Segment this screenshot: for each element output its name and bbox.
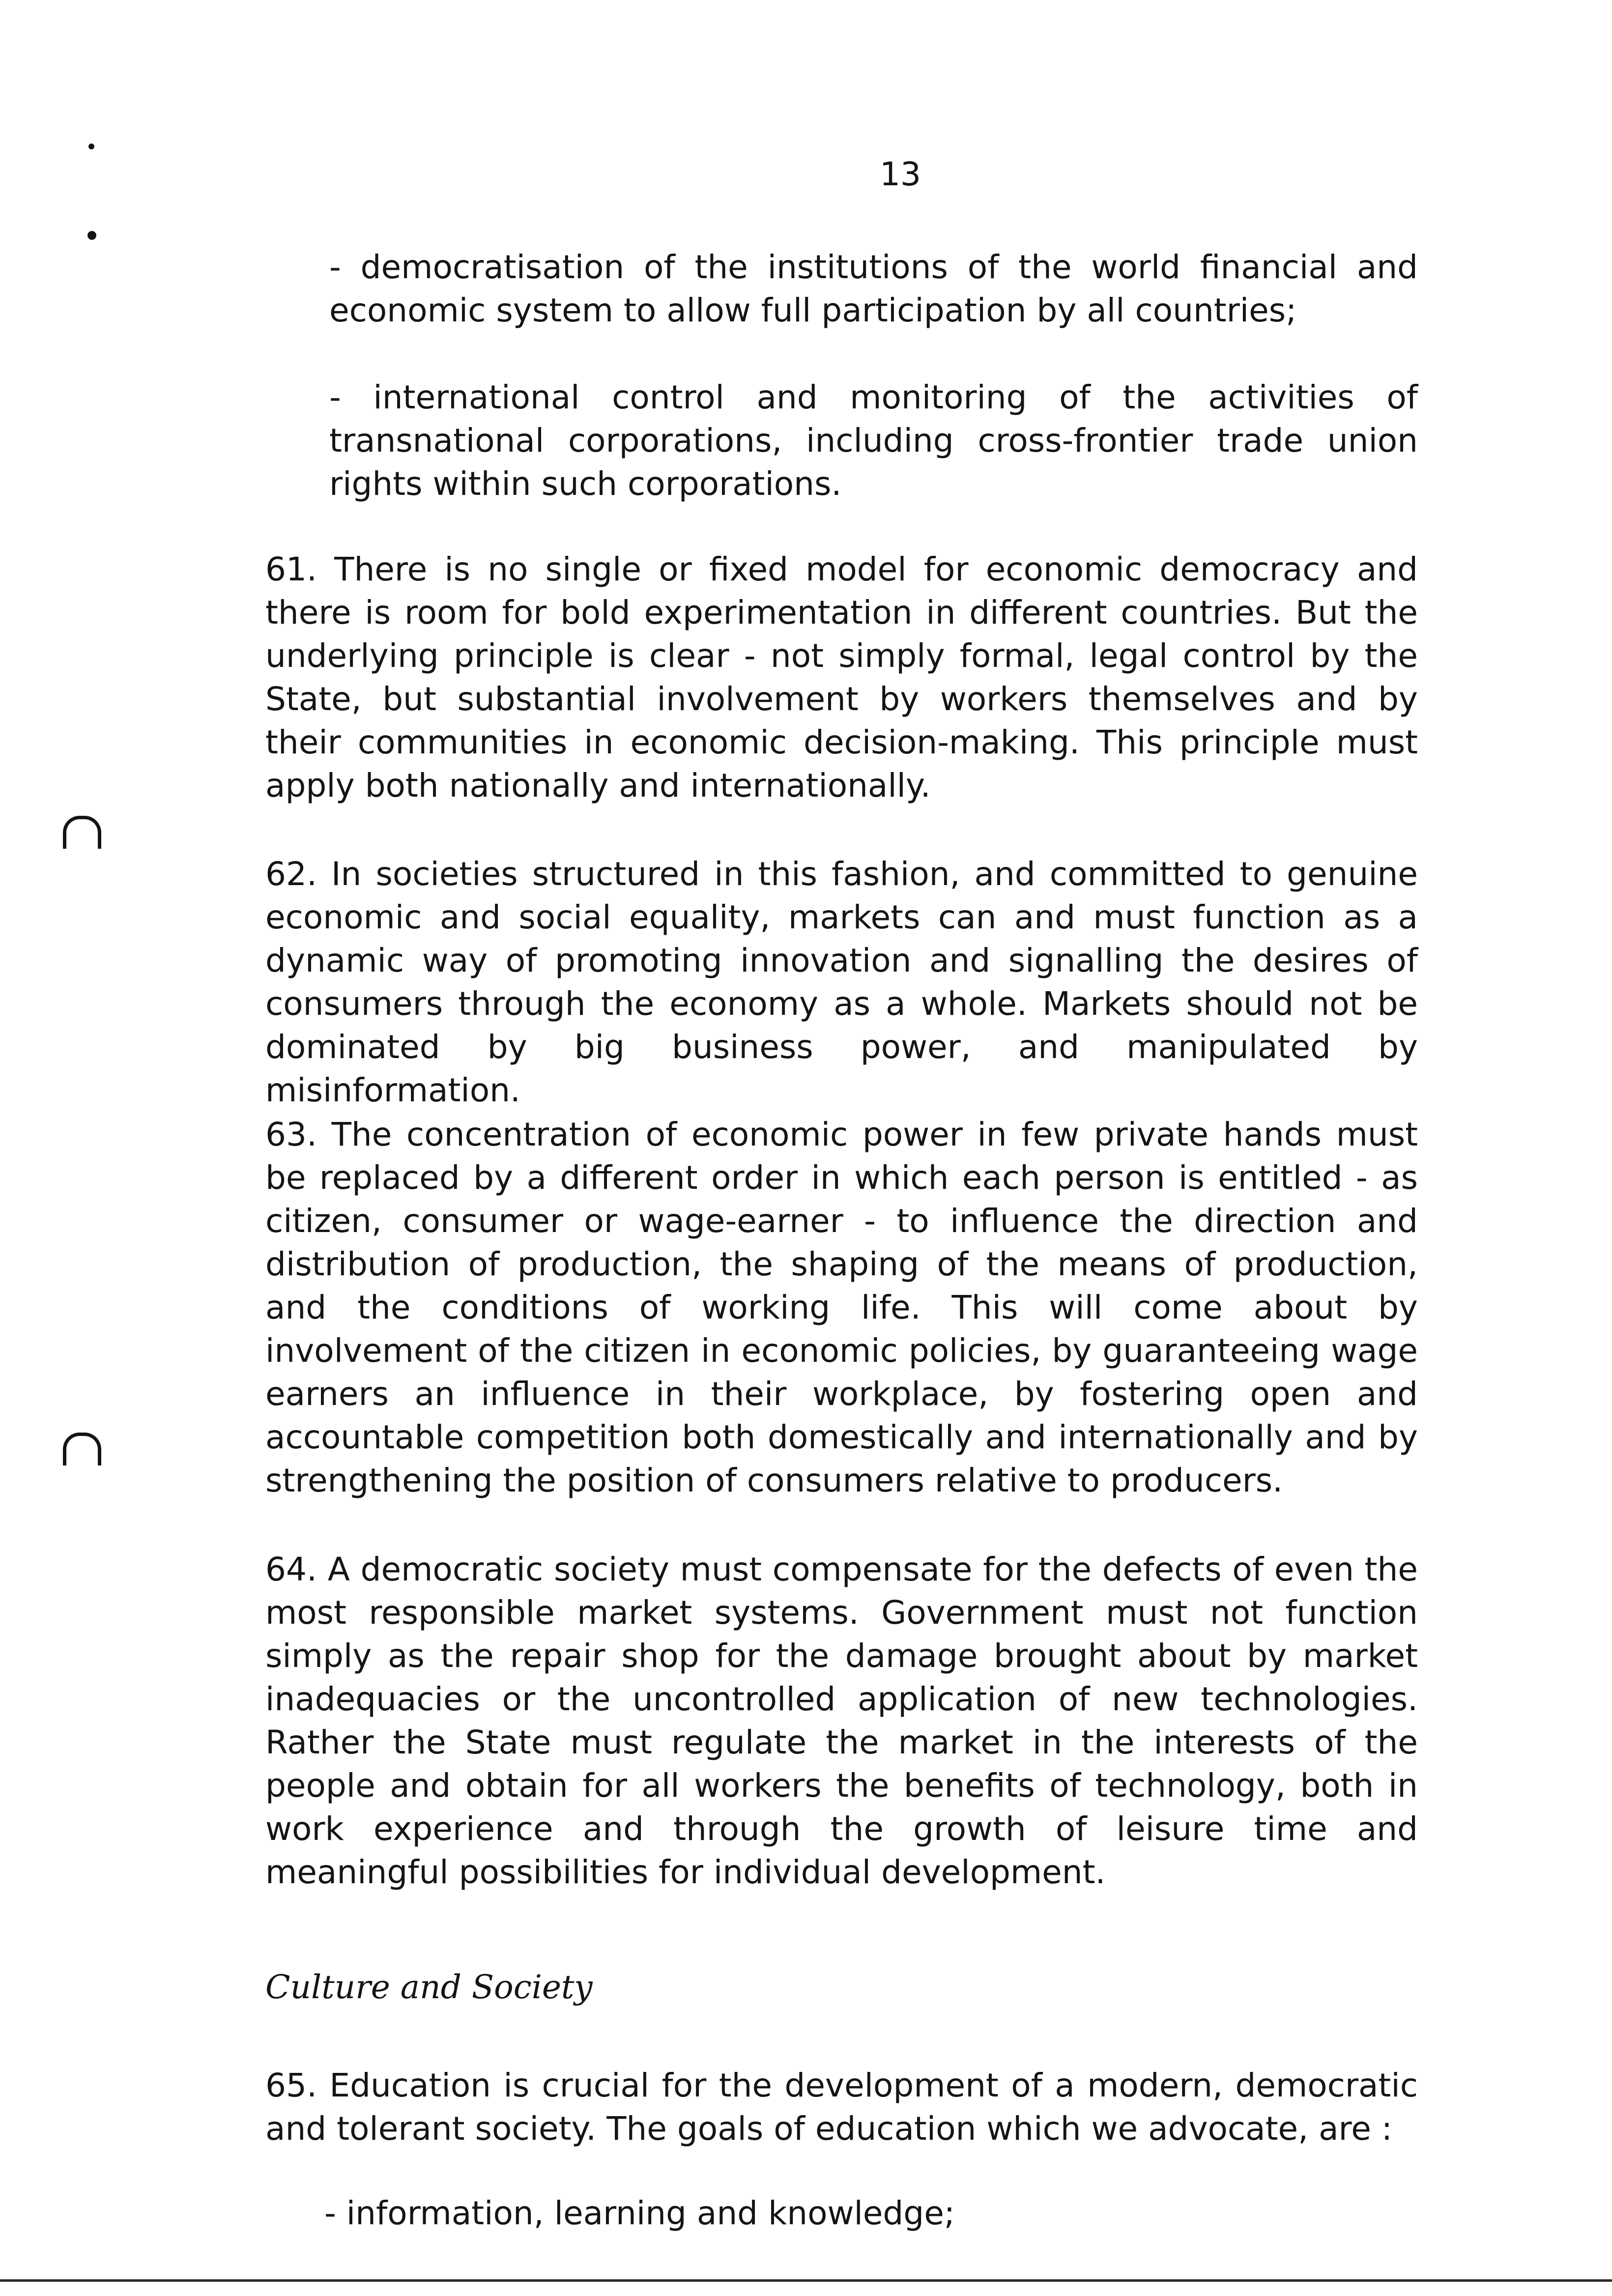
bottom-edge-rule [0,2279,1612,2282]
section-heading: Culture and Society [265,1968,593,2006]
scan-dot-mark [88,144,94,149]
punch-hole-mark [63,816,101,849]
paragraph-62: 62. In societies structured in this fashion, and committed to genuine economic and social equality, markets can and must function as a dynamic way of promoting innovation and signalling the desires of consumers through the economy as a whole. Markets should not be dominated by big business power, and manipulated by misinformation. [265,855,1418,1109]
punch-hole-mark [63,1433,101,1465]
paragraph-63: 63. The concentration of economic power in few private hands must be replaced by a different order in which each person is entitled - as citizen, consumer or wage-earner - to influence the direction and distribution of production, the shaping of the means of production, and the conditions of working life. This will come about by involvement of the citizen in economic policies, by guaranteeing wage earners an influence in their workplace, by fostering open and accountable competition both domestically and internationally and by strengthening the position of consumers relative to producers. [265,1116,1418,1499]
page-number: 13 [880,155,921,193]
scan-dot-mark [87,231,96,240]
bullet-item: - information, learning and knowledge; [324,2194,955,2232]
bullet-item: - democratisation of the institutions of the world financial and economic system to allow full participation by all countries; [329,248,1418,329]
paragraph-64: 64. A democratic society must compensate for the defects of even the most responsible market systems. Government must not function simply as the repair shop for the damage brought about by market inadequacies or the uncontrolled application of new technologies. Rather the State must regulate the market in the interests of the people and obtain for all workers the benefits of technology, both in work experience and through the growth of leisure time and meaningful possibilities for individual development. [265,1550,1418,1891]
paragraph-65: 65. Education is crucial for the development of a modern, democratic and tolerant society. The goals of education which we advocate, are : [265,2066,1418,2148]
paragraph-61: 61. There is no single or fixed model for economic democracy and there is room for bold experimentation in different countries. But the underlying principle is clear - not simply formal, legal control by the State, but substantial involvement by workers themselves and by their communities in economic decision-making. This principle must apply both nationally and internationally. [265,550,1418,804]
bullet-item: - international control and monitoring of the activities of transnational corporations, including cross-frontier trade union rights within such corporations. [329,378,1418,503]
